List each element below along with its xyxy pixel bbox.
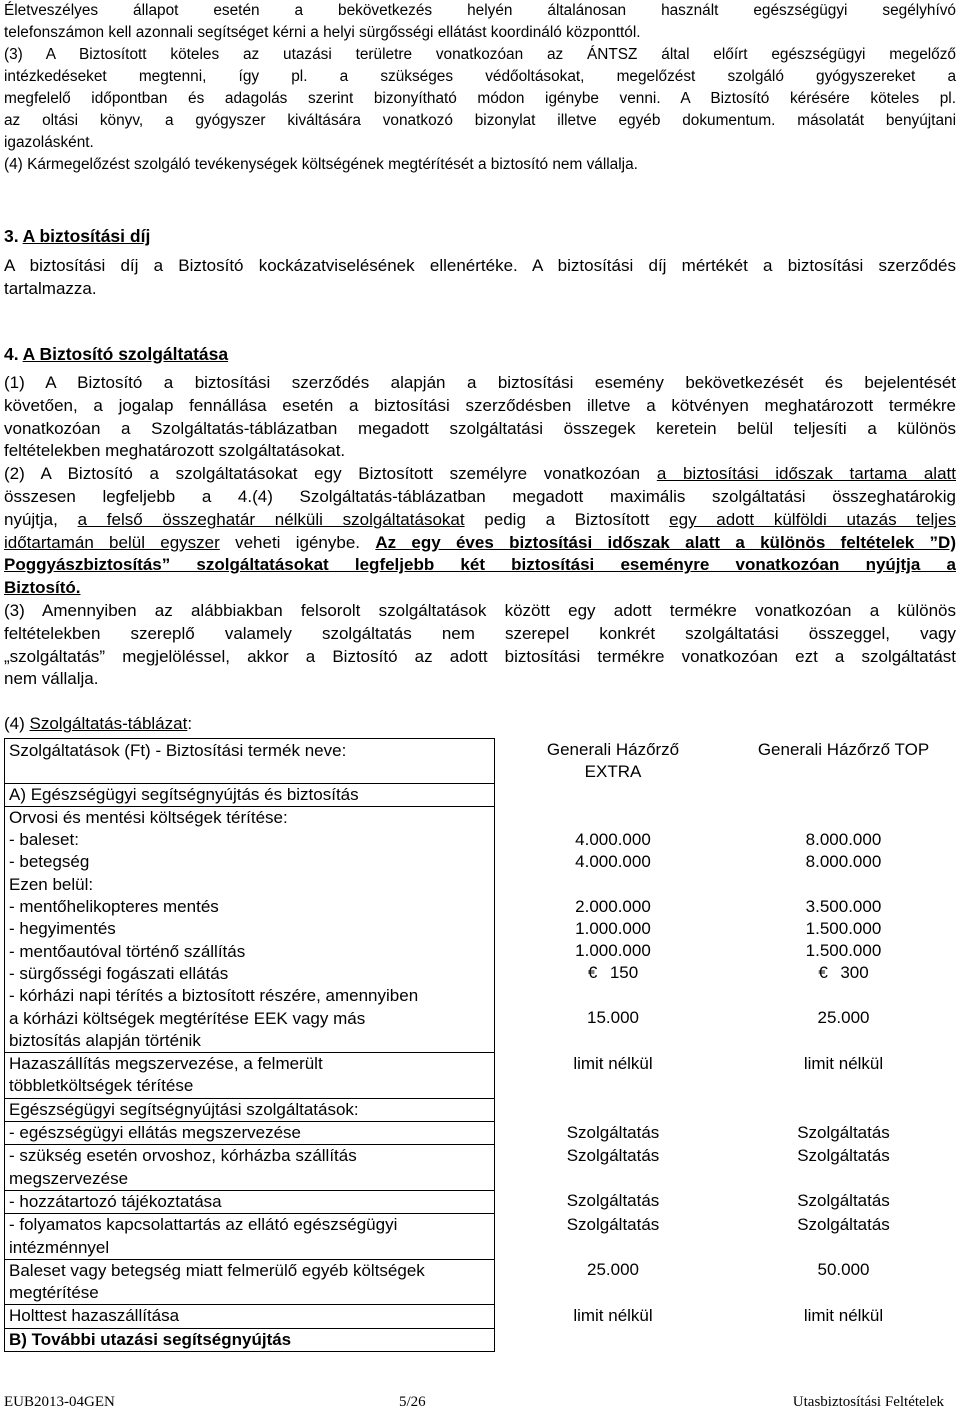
value: 150 [609,963,639,983]
body-line: összesen legfeljebb a 4.(4) Szolgáltatás-táblázatban megadott maximális szolgáltatási összeghatárokig [4,486,956,506]
body-line: követően, a jogalap fennállása esetén a biztosítási szerződésben illetve a kötvényen meghatározott termékre [4,395,956,415]
row-label: Egészségügyi segítségnyújtási szolgáltatások: [5,1098,495,1121]
value: limit nélkül [803,1305,884,1325]
row-label: - kórházi napi térítés a biztosított részére, amennyiben [9,986,419,1006]
section-4-heading [4,344,228,365]
body-line: tartalmazza. [4,279,97,298]
section-a-cell: A) Egészségügyi segítségnyújtás és biztosítás [5,783,495,806]
value: limit nélkül [573,1305,653,1325]
intro-line: az oltási könyv, a gyógyszer kiváltására vonatkozó bizonylat illetve egyéb dokumentum. másolatát benyújtani [4,112,956,129]
value: 8.000.000 [805,829,882,849]
value: 1.500.000 [805,941,882,961]
document-title: Utasbiztosítási Feltételek [792,1394,944,1410]
row-label: Ezen belül: [9,874,94,894]
table-row [5,1122,956,1145]
table-caption [4,713,956,736]
body-line: vonatkozóan a Szolgáltatás-táblázatban megadott szolgáltatási összegek keretein belül teljesíti a különös [4,418,956,438]
value: Szolgáltatás [797,1145,890,1165]
value: 4.000.000 [575,829,651,849]
row-label: biztosítás alapján történik [9,1030,201,1050]
table-row [5,1190,956,1213]
value: Szolgáltatás [566,1122,660,1142]
body-line [4,463,956,486]
table-row [5,1328,956,1351]
row-label: többletköltségek térítése [9,1076,194,1096]
header-text: EXTRA [584,761,642,781]
body-line [4,509,956,532]
text-run: (4) [4,714,30,734]
value: limit nélkül [573,1053,653,1073]
value: 25.000 [587,1260,639,1280]
table-cell [728,806,956,1052]
body-line: A biztosítási díj a Biztosító kockázatviselésének ellenértéke. A biztosítási díj mértékét a biztosítási szerződés [4,256,956,275]
section-number: 3. [4,226,19,246]
value: Szolgáltatás [566,1145,660,1165]
row-label: - sürgősségi fogászati ellátás [9,963,229,983]
row-label: a kórházi költségek megtérítése EEK vagy más [9,1008,366,1028]
body-line: feltételekben szereplő valamely szolgáltatás nem szerepel konkrét szolgáltatási összeggel, vagy [4,623,956,643]
table-cell [5,1259,495,1305]
table-row [5,1305,956,1328]
section-3-body [4,254,956,300]
table-row [5,1214,956,1260]
row-label: - szükség esetén orvoshoz, kórházba szállítás [9,1146,357,1166]
value: 1.000.000 [575,918,651,938]
row-label: Hazaszállítás megszervezése, a felmerült [9,1054,323,1074]
body-line: nem vállalja. [4,669,99,689]
value: 1.500.000 [805,918,882,938]
header-cell: Generali Házőrző TOP [757,739,930,759]
underlined-text: a biztosítási időszak tartama alatt [656,464,956,484]
underlined-text: egy adott külföldi utazás teljes [669,509,956,529]
row-label: - betegség [9,852,90,872]
row-label: - mentőhelikopteres mentés [9,897,219,917]
underlined-text: időtartamán belül egyszer [4,532,220,552]
section-title: A biztosítási díj [22,226,151,246]
table-cell [5,1145,495,1191]
table-row [5,1053,956,1099]
value: limit nélkül [803,1053,884,1073]
row-label: intézménnyel [9,1237,110,1257]
table-row [5,1145,956,1191]
table-cell [5,1214,495,1260]
body-line: Biztosító. [4,578,81,598]
intro-line: igazolásként. [4,134,94,151]
table-row [5,806,956,1052]
page-number: 5/26 [399,1394,426,1410]
underlined-text: a felső összeghatár nélküli szolgáltatásokat [77,509,465,529]
intro-paragraph [4,0,956,176]
services-table [4,738,956,1352]
bold-underlined-text: Az egy éves biztosítási időszak alatt a különös feltételek ”D) [375,532,956,552]
table-cell [5,1053,495,1099]
row-label: - hegyimentés [9,919,116,939]
row-label: - mentőautóval történő szállítás [9,941,246,961]
value: 50.000 [817,1260,870,1280]
intro-line: telefonszámon kell azonnali segítséget kérni a helyi sürgősségi ellátást koordináló központtól. [4,24,641,41]
row-label: megtérítése [9,1283,99,1303]
table-row [5,783,956,806]
value: Szolgáltatás [797,1191,890,1211]
intro-line: (4) Kármegelőzést szolgáló tevékenységek költségének megtérítését a biztosító nem vállalja. [4,156,638,173]
value: Szolgáltatás [797,1214,890,1234]
section-title: A Biztosító szolgáltatása [22,344,229,364]
row-label: Baleset vagy betegség miatt felmerülő egyéb költségek [9,1260,425,1280]
row-label: - folyamatos kapcsolattartás az ellátó egészségügyi [9,1215,398,1235]
body-line [4,532,956,555]
section-b-cell: B) További utazási segítségnyújtás [5,1328,495,1351]
section-4-body [4,372,956,736]
table-header-row [5,739,956,784]
row-label: - hozzátartozó tájékoztatása [5,1190,495,1213]
row-label: Holttest hazaszállítása [5,1305,495,1328]
row-label: Orvosi és mentési költségek térítése: [9,807,288,827]
header-cell [495,739,728,784]
value: 8.000.000 [805,851,882,871]
row-label: - egészségügyi ellátás megszervezése [5,1122,495,1145]
value: Szolgáltatás [566,1191,660,1211]
body-line: feltételekben meghatározott szolgáltatásokat. [4,441,346,461]
value: 300 [840,963,869,983]
value: 15.000 [587,1008,639,1028]
body-line: Poggyászbiztosítás” szolgáltatásokat legfeljebb két biztosítási eseményre vonatkozóan nyújtja a [4,555,956,575]
text-run: (2) A Biztosító a szolgáltatásokat egy Biztosított személyre vonatkozóan [4,464,657,484]
section-number: 4. [4,344,19,364]
value: 4.000.000 [575,851,651,871]
table-row [5,1259,956,1305]
value: Szolgáltatás [566,1214,660,1234]
body-line: (3) Amennyiben az alábbiakban felsorolt szolgáltatások között egy adott termékre vonatkozóan a különös [4,600,956,620]
euro-icon: € [587,963,598,983]
row-label: megszervezése [9,1168,129,1188]
table-cell [5,806,495,1052]
text-run: pedig a Biztosított [464,509,670,529]
header-text: Generali Házőrző [546,739,680,759]
text-run: nyújtja, [4,509,78,529]
euro-icon: € [818,963,828,983]
body-line: „szolgáltatás” megjelöléssel, akkor a Biztosító az adott biztosítási termékre vonatkozóan ezt a szolgáltatást [4,646,956,666]
intro-line: Életveszélyes állapot esetén a bekövetkezés helyén általánosan használt egészségügyi segélyhívó [4,2,956,19]
table-cell [495,806,728,1052]
underlined-text: Szolgáltatás-táblázat [29,714,188,734]
page-footer [4,1394,956,1412]
value: 25.000 [817,1008,870,1028]
document-code: EUB2013-04GEN [4,1394,115,1410]
intro-line: (3) A Biztosított köteles az utazási területre vonatkozóan az ÁNTSZ által előírt egészségügyi megelőző [4,46,956,63]
value: 3.500.000 [805,896,882,916]
intro-line: megfelelő időpontban és adagolás szerint bizonyítható módon igénybe venni. A Biztosító kérésére köteles pl. [4,90,956,107]
value: 2.000.000 [575,896,651,916]
table-row [5,1098,956,1121]
value: Szolgáltatás [797,1122,890,1142]
intro-line: intézkedéseket megtenni, így pl. a szükséges védőoltásokat, megelőzést szolgáló gyógyszereket a [4,68,956,85]
text-run: : [187,714,193,734]
section-3-heading [4,226,150,247]
header-cell: Szolgáltatások (Ft) - Biztosítási termék neve: [5,739,495,784]
body-line: (1) A Biztosító a biztosítási szerződés alapján a biztosítási esemény bekövetkezését és bejelentését [4,373,956,392]
value: 1.000.000 [575,941,651,961]
text-run: veheti igénybe. [219,532,376,552]
row-label: - baleset: [9,830,79,850]
